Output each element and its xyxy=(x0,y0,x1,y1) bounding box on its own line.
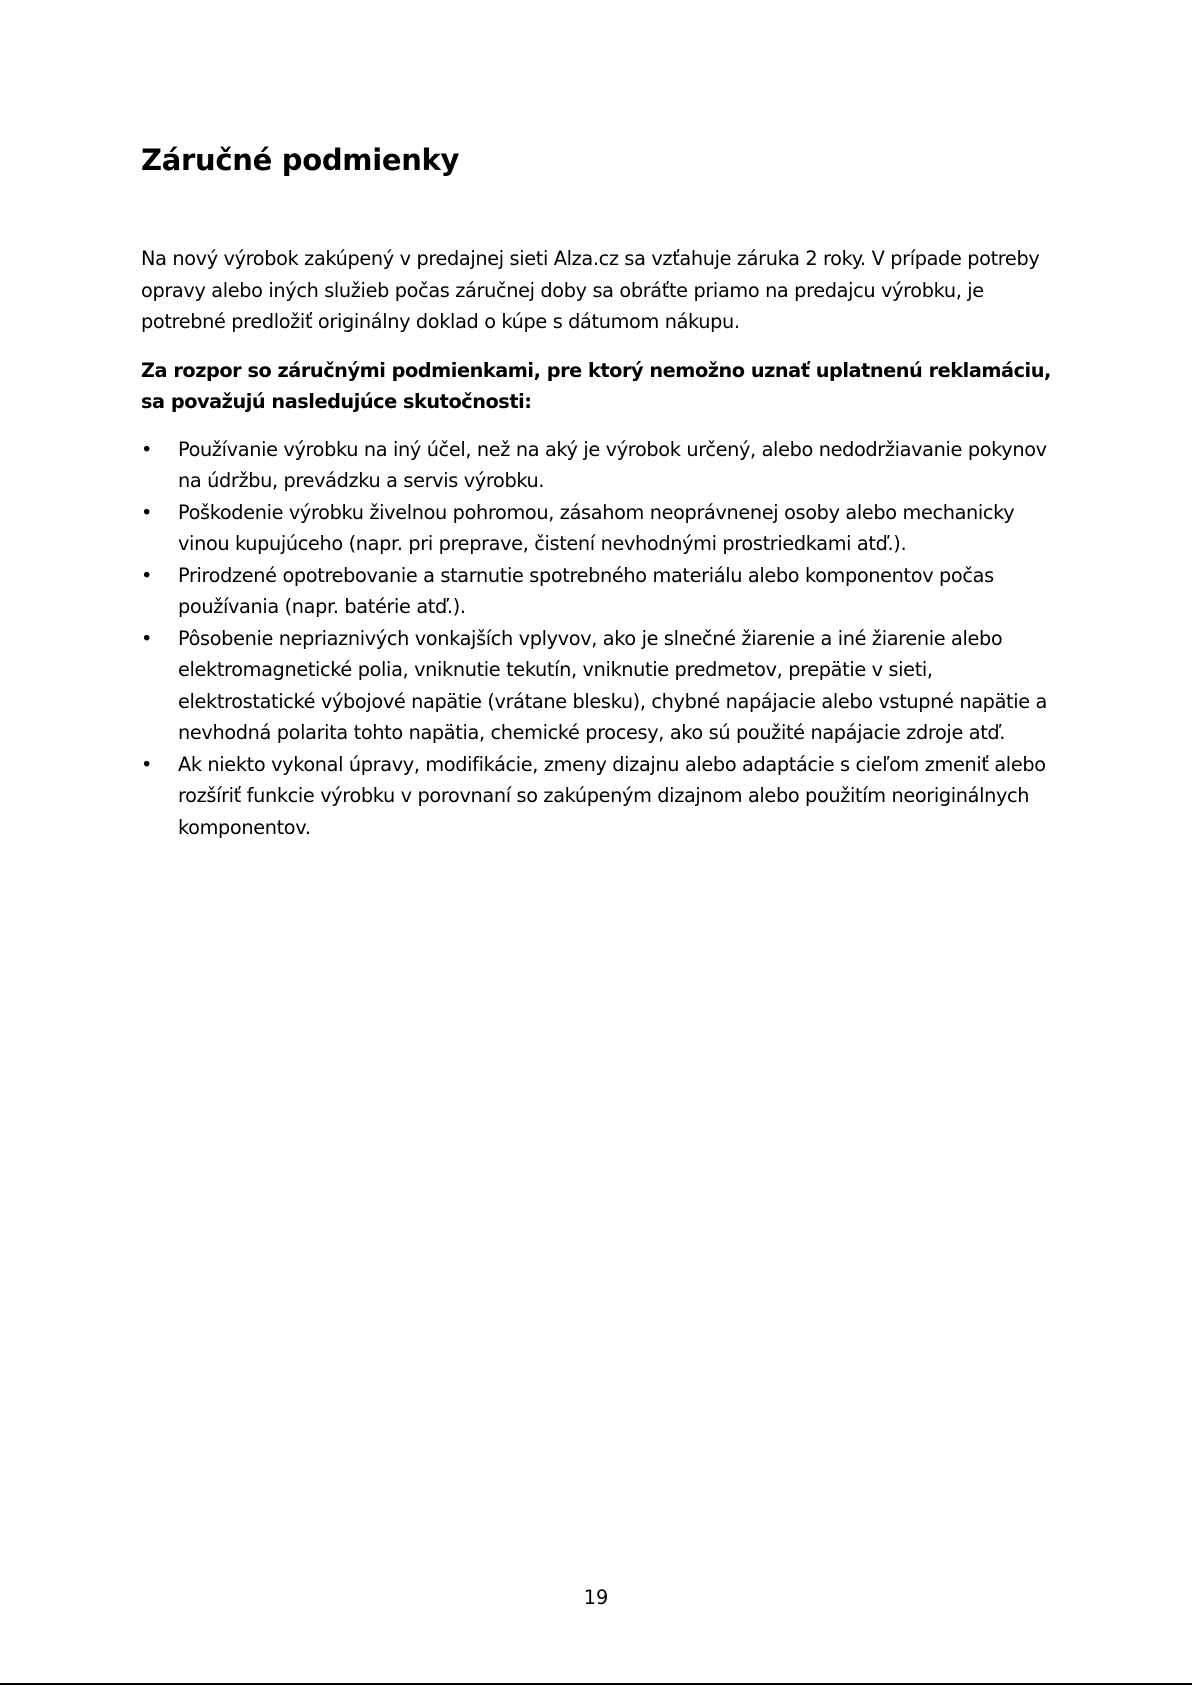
list-item-text: Poškodenie výrobku živelnou pohromou, zásahom neoprávnenej osoby alebo mechanicky vinou kupujúceho (napr. pri preprave, čistení nevhodnými prostriedkami atď.). xyxy=(178,500,1015,555)
list-item xyxy=(141,560,1071,623)
conditions-list xyxy=(141,434,1071,844)
list-item xyxy=(141,497,1071,560)
list-item-text: Pôsobenie nepriaznivých vonkajších vplyvov, ako je slnečné žiarenie a iné žiarenie alebo elektromagnetické polia, vniknutie tekutín, vniknutie predmetov, prepätie v sieti, elektrostatické výbojové napätie (vrátane blesku), chybné napájacie alebo vstupné napätie a nevhodná polarita tohto napätia, chemické procesy, ako sú použité napájacie zdroje atď. xyxy=(178,626,1048,744)
list-item-text: Ak niekto vykonal úpravy, modifikácie, zmeny dizajnu alebo adaptácie s cieľom zmeniť alebo rozšíriť funkcie výrobku v porovnaní so zakúpeným dizajnom alebo použitím neoriginálnych komponentov. xyxy=(178,752,1046,839)
list-item xyxy=(141,623,1071,749)
conditions-heading: Za rozpor so záručnými podmienkami, pre ktorý nemožno uznať uplatnenú reklamáciu, sa považujú nasledujúce skutočnosti: xyxy=(141,358,1051,413)
bullet-icon: • xyxy=(141,437,153,461)
bullet-icon: • xyxy=(141,500,153,524)
list-item-text: Používanie výrobku na iný účel, než na aký je výrobok určený, alebo nedodržiavanie pokynov na údržbu, prevádzku a servis výrobku. xyxy=(178,437,1047,492)
list-item xyxy=(141,749,1071,844)
list-item-text: Prirodzené opotrebovanie a starnutie spotrebného materiálu alebo komponentov počas používania (napr. batérie atď.). xyxy=(178,563,994,618)
page-content xyxy=(141,140,1071,843)
intro-paragraph: Na nový výrobok zakúpený v predajnej sieti Alza.cz sa vzťahuje záruka 2 roky. V prípade potreby opravy alebo iných služieb počas záručnej doby sa obráťte priamo na predajcu výrobku, je potrebné predložiť originálny doklad o kúpe s dátumom nákupu. xyxy=(141,247,1040,333)
bullet-icon: • xyxy=(141,563,153,587)
page-title: Záručné podmienky xyxy=(141,143,460,177)
page-number: 19 xyxy=(583,1586,609,1609)
bullet-icon: • xyxy=(141,626,153,650)
bullet-icon: • xyxy=(141,752,153,776)
list-item xyxy=(141,434,1071,497)
